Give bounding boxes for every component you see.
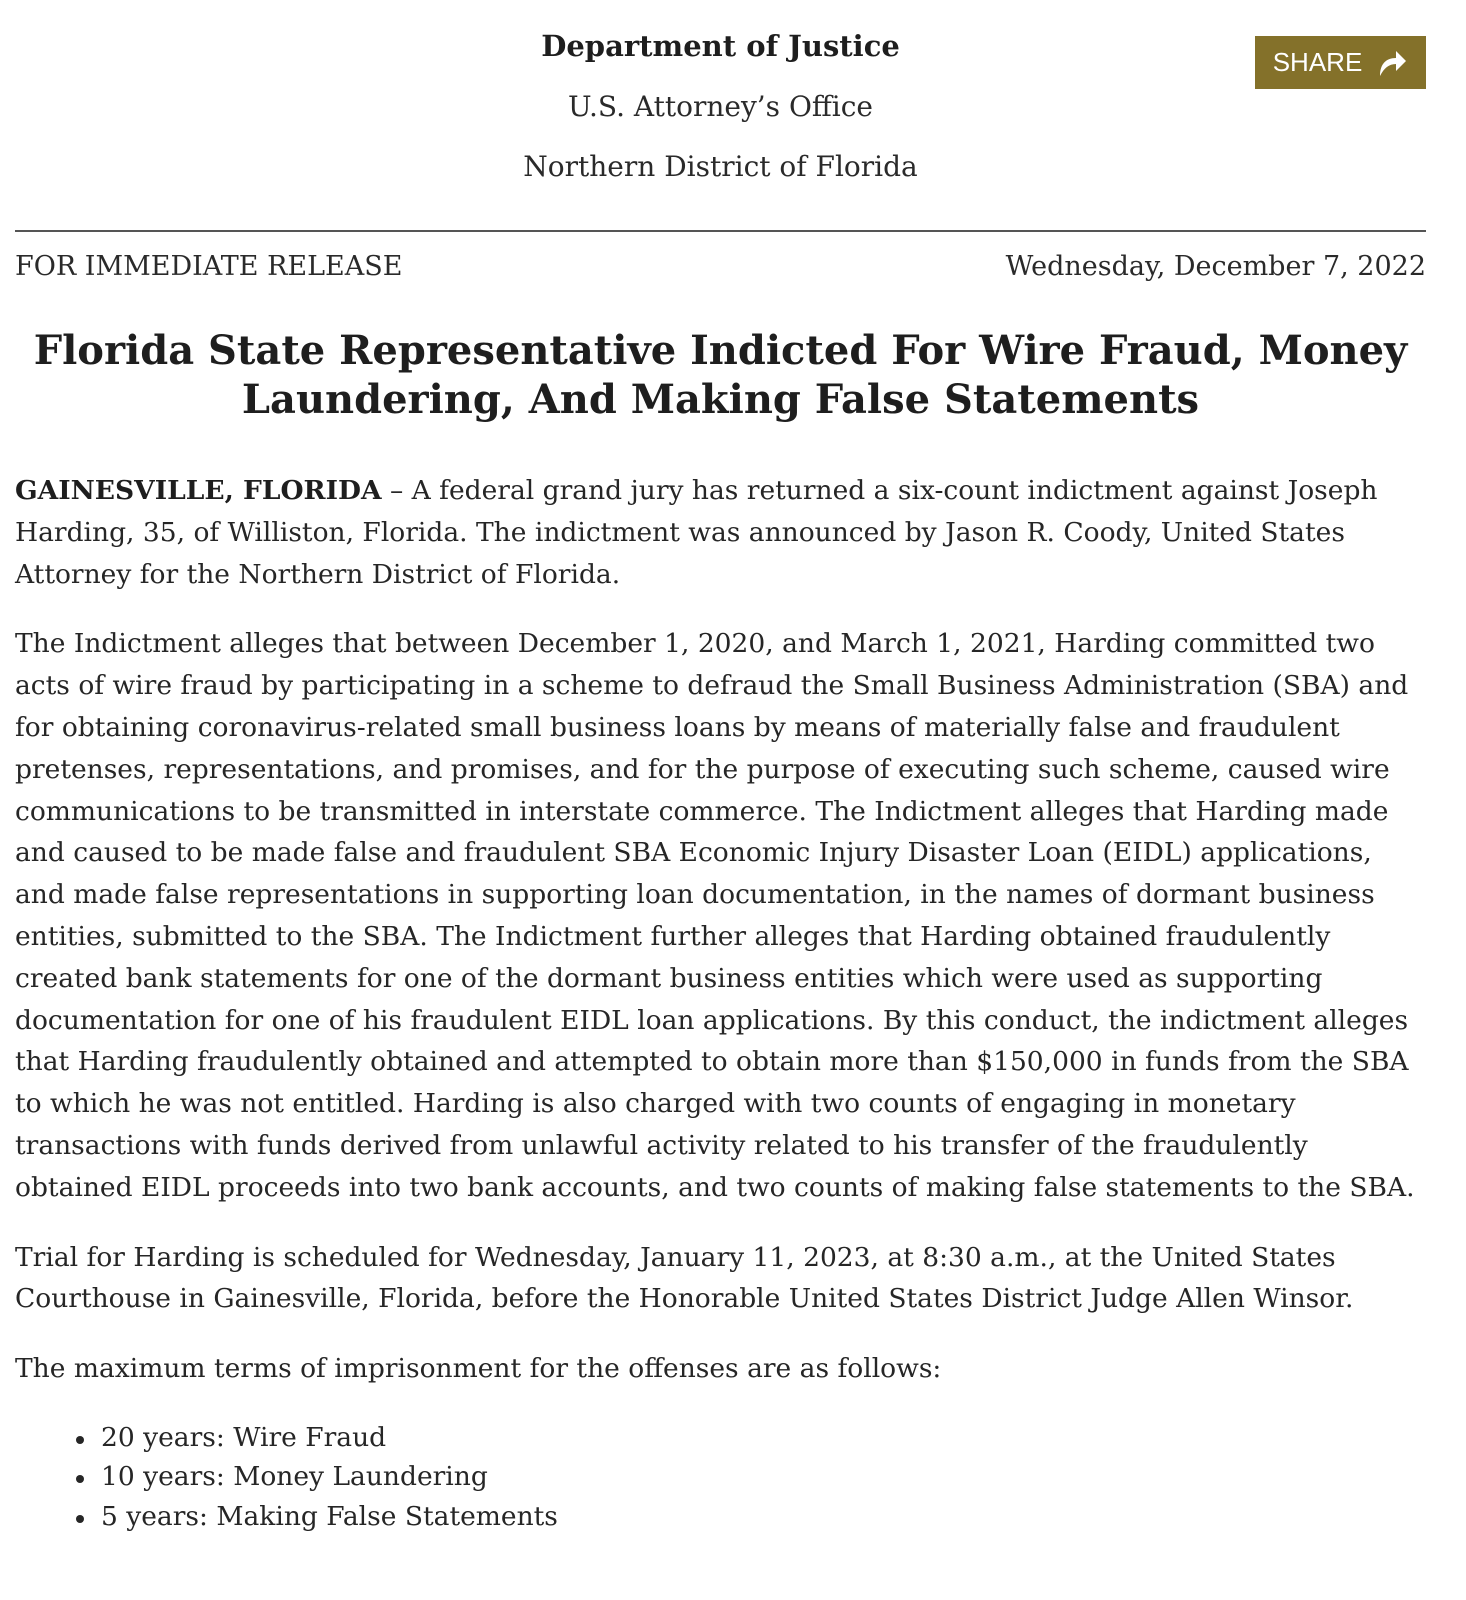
release-row xyxy=(15,250,1426,284)
lead-text: – A federal grand jury has returned a six-count indictment against Joseph Harding, 35, of Williston, Florida. The indictment was announced by Jason R. Coody, United States Attorney for the Northern District of Florida. xyxy=(15,475,1378,590)
dateline: GAINESVILLE, FLORIDA xyxy=(15,475,382,506)
share-label: SHARE xyxy=(1272,47,1363,77)
release-date: Wednesday, December 7, 2022 xyxy=(1005,251,1426,282)
lead-paragraph xyxy=(15,470,1426,595)
share-button[interactable] xyxy=(1255,36,1426,89)
penalties-list xyxy=(15,1418,1426,1537)
office-name: U.S. Attorney’s Office xyxy=(567,90,874,123)
list-item: 5 years: Making False Statements xyxy=(101,1497,1426,1537)
penalties-intro: The maximum terms of imprisonment for the offenses are as follows: xyxy=(15,1353,942,1385)
trial-paragraph: Trial for Harding is scheduled for Wednesday, January 11, 2023, at 8:30 a.m., at the United States Courthouse in Gainesville, Florida, before the Honorable United States District Judge Allen Winsor. xyxy=(15,1241,1354,1315)
agency-header xyxy=(15,0,1426,184)
header-divider xyxy=(15,230,1426,232)
indictment-paragraph: The Indictment alleges that between December 1, 2020, and March 1, 2021, Harding committed two acts of wire fraud by participating in a scheme to defraud the Small Business Administration (SBA) and for obtaining coronavirus-related small business loans by means of materially false and fraudulent pretenses, representations, and promises, and for the purpose of executing such scheme, caused wire communications to be transmitted in interstate commerce. The Indictment alleges that Harding made and caused to be made false and fraudulent SBA Economic Injury Disaster Loan (EIDL) applications, and made false representations in supporting loan documentation, in the names of dormant business entities, submitted to the SBA. The Indictment further alleges that Harding obtained fraudulently created bank statements for one of the dormant business entities which were used as supporting documentation for one of his fraudulent EIDL loan applications. By this conduct, the indictment alleges that Harding fraudulently obtained and attempted to obtain more than $150,000 in funds from the SBA to which he was not entitled. Harding is also charged with two counts of engaging in monetary transactions with funds derived from unlawful activity related to his transfer of the fraudulently obtained EIDL proceeds into two bank accounts, and two counts of making false statements to the SBA. xyxy=(15,628,1415,1203)
district-name: Northern District of Florida xyxy=(523,150,918,183)
release-label: FOR IMMEDIATE RELEASE xyxy=(15,251,403,282)
list-item: 10 years: Money Laundering xyxy=(101,1457,1426,1497)
share-arrow-icon xyxy=(1374,46,1408,80)
list-item: 20 years: Wire Fraud xyxy=(101,1418,1426,1458)
department-name: Department of Justice xyxy=(541,29,900,63)
article-body xyxy=(15,470,1426,1536)
press-release-headline: Florida State Representative Indicted For Wire Fraud, Money Laundering, And Making False Statements xyxy=(33,327,1408,423)
